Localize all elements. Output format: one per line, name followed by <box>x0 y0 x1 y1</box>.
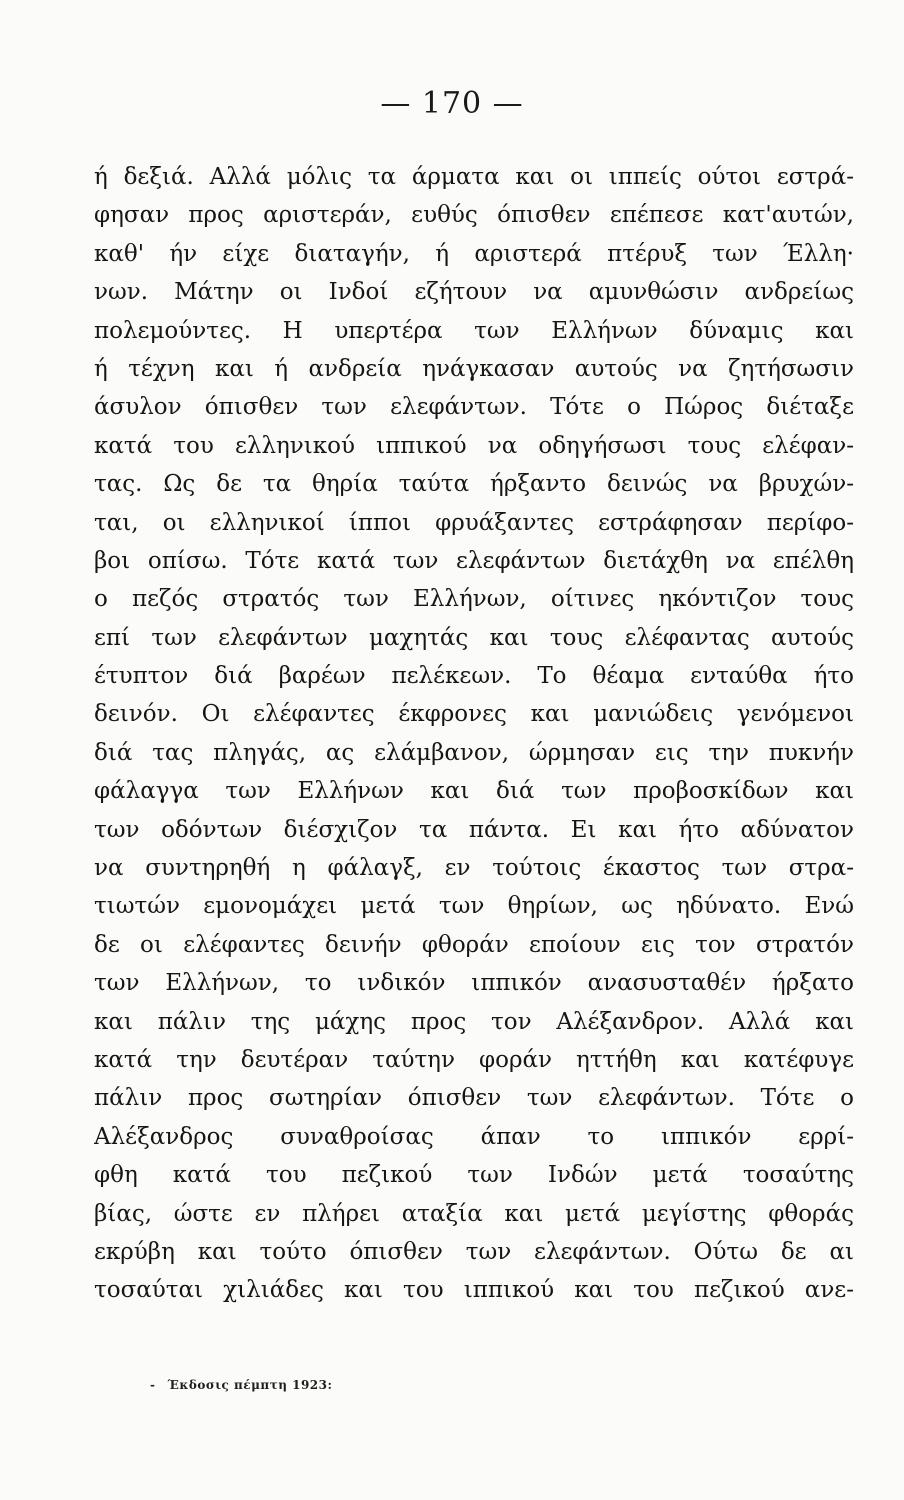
text-line: φθη κατά του πεζικού των Ινδών μετά τοσαύτης <box>94 1162 854 1189</box>
text-line: τιωτών εμονομάχει μετά των θηρίων, ως ηδύνατο. Ενώ <box>94 893 854 920</box>
text-line: φάλαγγα των Ελλήνων και διά των προβοσκίδων και <box>94 778 854 805</box>
text-line: να συντηρηθή η φάλαγξ, εν τούτοις έκαστος των στρα- <box>94 855 854 882</box>
footnote-dash: - <box>150 1378 156 1392</box>
page-number: — 170 — <box>380 86 524 121</box>
text-line: καθ' ήν είχε διαταγήν, ή αριστερά πτέρυξ των Έλλη· <box>94 240 854 267</box>
text-line: των οδόντων διέσχιζον τα πάντα. Ει και ήτο αδύνατον <box>94 816 854 843</box>
text-line: πάλιν προς σωτηρίαν όπισθεν των ελεφάντων. Τότε ο <box>94 1085 854 1112</box>
text-line: νων. Μάτην οι Ινδοί εζήτουν να αμυνθώσιν ανδρείως <box>94 279 854 306</box>
text-line: κατά του ελληνικού ιππικού να οδηγήσωσι τους ελέφαν- <box>94 432 854 459</box>
edition-text: Έκδοσις πέμπτη 1923: <box>167 1378 333 1392</box>
text-line: ή τέχνη και ή ανδρεία ηνάγκασαν αυτούς να ζητήσωσιν <box>94 355 854 382</box>
body-text <box>94 158 854 1310</box>
text-line: και πάλιν της μάχης προς τον Αλέξανδρον. Αλλά και <box>94 1008 854 1035</box>
text-line: ο πεζός στρατός των Ελλήνων, οίτινες ηκόντιζον τους <box>94 586 854 613</box>
text-line: των Ελλήνων, το ινδικόν ιππικόν ανασυσταθέν ήρξατο <box>94 970 854 997</box>
text-line: ή δεξιά. Αλλά μόλις τα άρματα και οι ιππείς ούτοι εστρά- <box>94 164 854 190</box>
text-line: πολεμούντες. Η υπερτέρα των Ελλήνων δύναμις και <box>94 317 854 344</box>
text-line: επί των ελεφάντων μαχητάς και τους ελέφαντας αυτούς <box>94 624 854 651</box>
text-line: ται, οι ελληνικοί ίπποι φρυάξαντες εστράφησαν περίφο- <box>94 509 854 536</box>
text-line: τας. Ως δε τα θηρία ταύτα ήρξαντο δεινώς να βρυχών- <box>94 471 854 498</box>
text-line: κατά την δευτέραν ταύτην φοράν ηττήθη και κατέφυγε <box>94 1046 854 1073</box>
text-line: Αλέξανδρος συναθροίσας άπαν το ιππικόν ερρί- <box>94 1123 854 1150</box>
text-line: άσυλον όπισθεν των ελεφάντων. Τότε ο Πώρος διέταξε <box>94 394 854 421</box>
text-line: έτυπτον διά βαρέων πελέκεων. Το θέαμα ενταύθα ήτο <box>94 663 854 690</box>
text-line: τοσαύται χιλιάδες και του ιππικού και του πεζικού ανε- <box>94 1277 854 1304</box>
text-line: διά τας πληγάς, ας ελάμβανον, ώρμησαν εις την πυκνήν <box>94 739 854 766</box>
text-line: δεινόν. Οι ελέφαντες έκφρονες και μανιώδεις γενόμενοι <box>94 701 854 728</box>
text-line: βίας, ώστε εν πλήρει αταξία και μετά μεγίστης φθοράς <box>94 1200 854 1227</box>
edition-footnote <box>150 1378 332 1392</box>
text-line: βοι οπίσω. Τότε κατά των ελεφάντων διετάχθη να επέλθη <box>94 547 854 574</box>
text-line: εκρύβη και τούτο όπισθεν των ελεφάντων. Ούτω δε αι <box>94 1238 854 1265</box>
text-line: δε οι ελέφαντες δεινήν φθοράν εποίουν εις τον στρατόν <box>94 931 854 958</box>
text-line: φησαν προς αριστεράν, ευθύς όπισθεν επέπεσε κατ'αυτών, <box>94 202 854 229</box>
